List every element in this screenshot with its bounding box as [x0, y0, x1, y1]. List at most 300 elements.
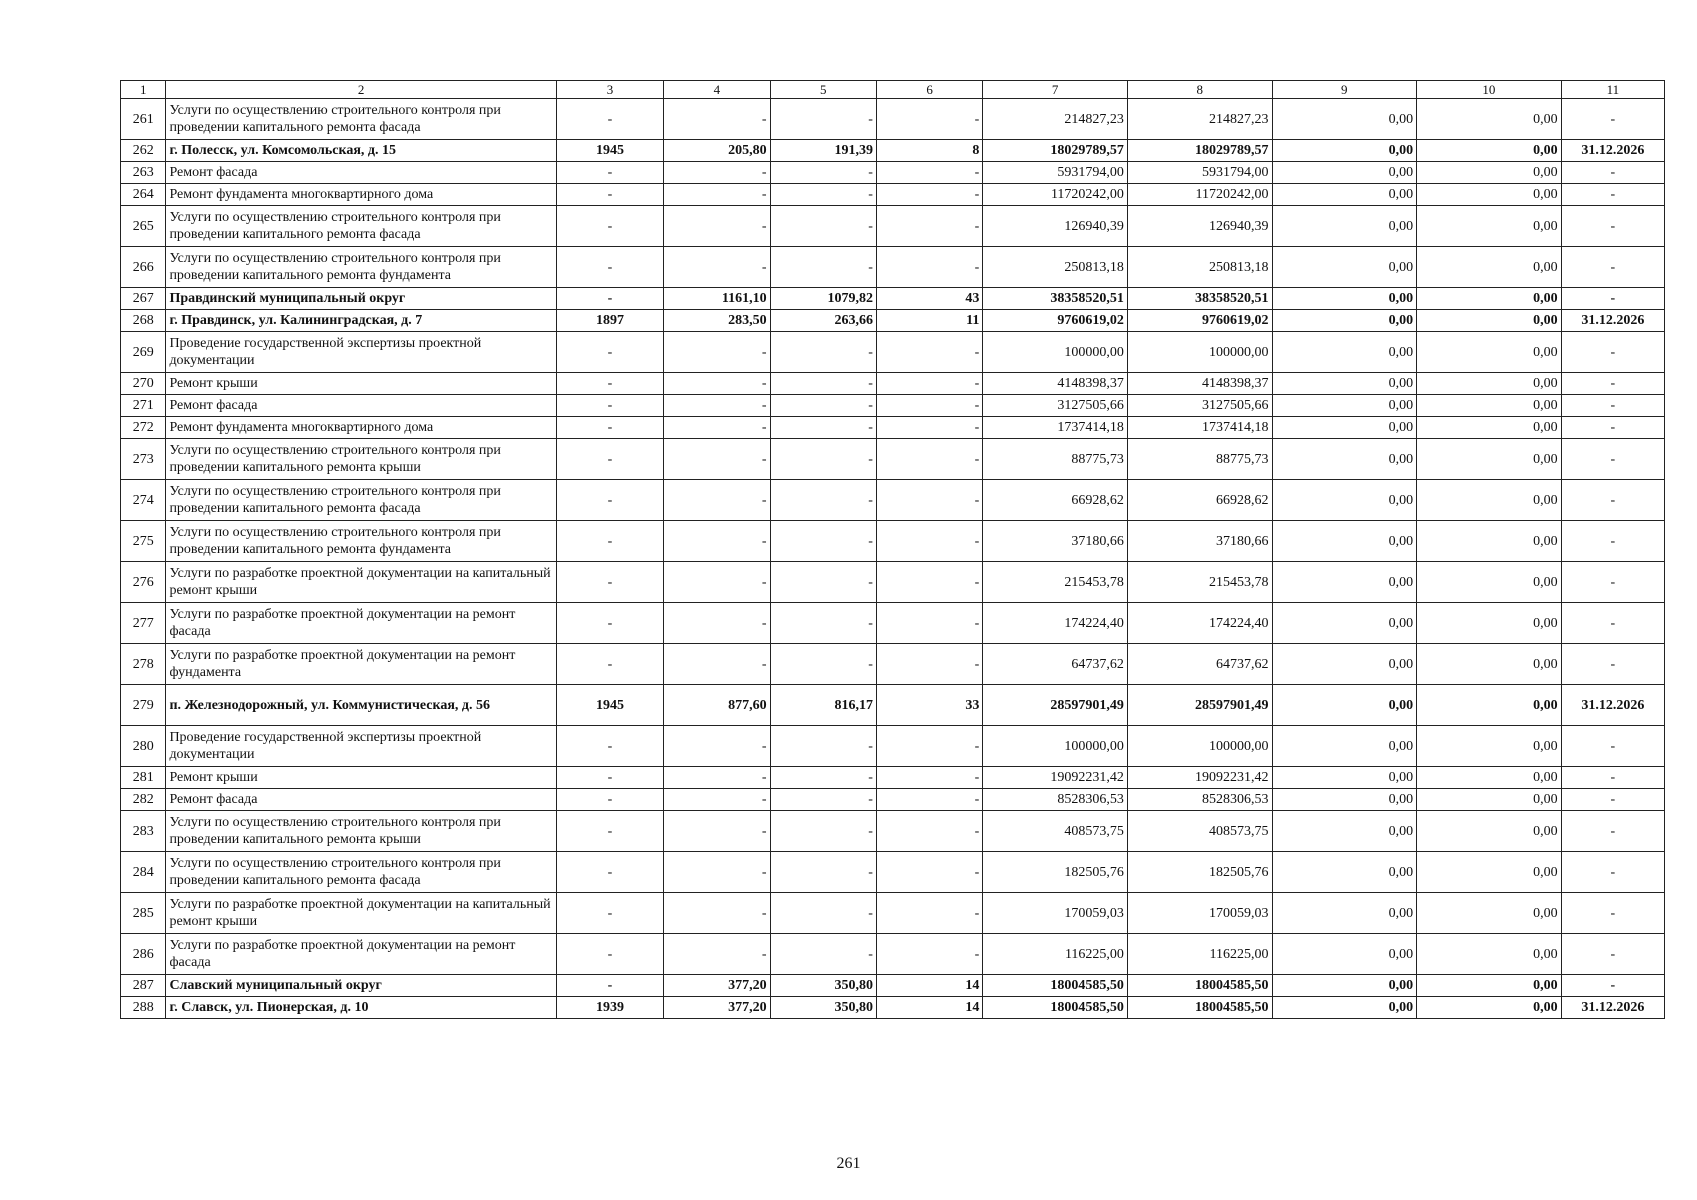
work-name-cell: Услуги по разработке проектной документации на капитальный ремонт крыши [166, 893, 556, 934]
total-cost-cell: 28597901,49 [983, 685, 1128, 726]
budget-cost-cell: 0,00 [1272, 288, 1417, 310]
total-area-cell: - [664, 934, 770, 975]
deadline-cell: - [1561, 247, 1664, 288]
total-area-cell: 377,20 [664, 997, 770, 1019]
work-name-cell: Ремонт фундамента многоквартирного дома [166, 417, 556, 439]
table-row [121, 140, 1665, 162]
deadline-cell: - [1561, 644, 1664, 685]
table-row [121, 439, 1665, 480]
work-name-cell: п. Железнодорожный, ул. Коммунистическая, д. 56 [166, 685, 556, 726]
budget-cost-cell: 0,00 [1272, 644, 1417, 685]
work-name-cell: Услуги по осуществлению строительного контроля при проведении капитального ремонта фундамента [166, 247, 556, 288]
row-number-cell: 269 [121, 332, 166, 373]
budget-cost-cell: 0,00 [1272, 975, 1417, 997]
living-area-cell: 816,17 [770, 685, 876, 726]
total-cost-cell: 5931794,00 [983, 162, 1128, 184]
budget-cost-cell: 0,00 [1272, 726, 1417, 767]
budget-cost-cell: 0,00 [1272, 789, 1417, 811]
row-number-cell: 277 [121, 603, 166, 644]
budget-cost-cell: 0,00 [1272, 521, 1417, 562]
owner-cost-cell: 0,00 [1417, 852, 1562, 893]
living-area-cell: - [770, 726, 876, 767]
table-row [121, 310, 1665, 332]
table-row [121, 811, 1665, 852]
column-header-2: 2 [166, 81, 556, 99]
year-cell: - [556, 893, 663, 934]
budget-cost-cell: 0,00 [1272, 603, 1417, 644]
column-header-9: 9 [1272, 81, 1417, 99]
deadline-cell: - [1561, 206, 1664, 247]
residents-cell: - [876, 247, 982, 288]
total-area-cell: - [664, 644, 770, 685]
year-cell: - [556, 975, 663, 997]
owner-cost-cell: 0,00 [1417, 603, 1562, 644]
fund-cost-cell: 116225,00 [1127, 934, 1272, 975]
table-body [121, 81, 1665, 1019]
total-cost-cell: 100000,00 [983, 726, 1128, 767]
year-cell: - [556, 726, 663, 767]
table-row [121, 247, 1665, 288]
total-area-cell: - [664, 852, 770, 893]
work-name-cell: Услуги по осуществлению строительного контроля при проведении капитального ремонта фундамента [166, 521, 556, 562]
total-area-cell: - [664, 562, 770, 603]
living-area-cell: - [770, 395, 876, 417]
year-cell: 1939 [556, 997, 663, 1019]
column-header-3: 3 [556, 81, 663, 99]
total-area-cell: - [664, 162, 770, 184]
row-number-cell: 273 [121, 439, 166, 480]
residents-cell: - [876, 480, 982, 521]
total-area-cell: - [664, 893, 770, 934]
total-area-cell: - [664, 726, 770, 767]
fund-cost-cell: 174224,40 [1127, 603, 1272, 644]
year-cell: 1945 [556, 140, 663, 162]
fund-cost-cell: 126940,39 [1127, 206, 1272, 247]
total-area-cell: - [664, 789, 770, 811]
year-cell: - [556, 811, 663, 852]
residents-cell: - [876, 162, 982, 184]
fund-cost-cell: 4148398,37 [1127, 373, 1272, 395]
budget-cost-cell: 0,00 [1272, 184, 1417, 206]
work-name-cell: Услуги по осуществлению строительного контроля при проведении капитального ремонта фасада [166, 480, 556, 521]
total-cost-cell: 408573,75 [983, 811, 1128, 852]
total-area-cell: - [664, 247, 770, 288]
row-number-cell: 279 [121, 685, 166, 726]
year-cell: - [556, 934, 663, 975]
year-cell: - [556, 644, 663, 685]
living-area-cell: - [770, 247, 876, 288]
living-area-cell: - [770, 767, 876, 789]
total-cost-cell: 9760619,02 [983, 310, 1128, 332]
fund-cost-cell: 18004585,50 [1127, 975, 1272, 997]
deadline-cell: - [1561, 767, 1664, 789]
total-cost-cell: 88775,73 [983, 439, 1128, 480]
work-name-cell: Услуги по осуществлению строительного контроля при проведении капитального ремонта фасада [166, 206, 556, 247]
row-number-cell: 278 [121, 644, 166, 685]
row-number-cell: 283 [121, 811, 166, 852]
row-number-cell: 285 [121, 893, 166, 934]
fund-cost-cell: 250813,18 [1127, 247, 1272, 288]
year-cell: - [556, 288, 663, 310]
fund-cost-cell: 408573,75 [1127, 811, 1272, 852]
living-area-cell: 350,80 [770, 975, 876, 997]
residents-cell: - [876, 726, 982, 767]
residents-cell: - [876, 852, 982, 893]
owner-cost-cell: 0,00 [1417, 140, 1562, 162]
owner-cost-cell: 0,00 [1417, 893, 1562, 934]
deadline-cell: - [1561, 439, 1664, 480]
living-area-cell: 1079,82 [770, 288, 876, 310]
total-cost-cell: 116225,00 [983, 934, 1128, 975]
budget-cost-cell: 0,00 [1272, 162, 1417, 184]
row-number-cell: 275 [121, 521, 166, 562]
work-name-cell: Услуги по осуществлению строительного контроля при проведении капитального ремонта фасада [166, 852, 556, 893]
year-cell: - [556, 480, 663, 521]
column-header-5: 5 [770, 81, 876, 99]
living-area-cell: - [770, 439, 876, 480]
table-row [121, 767, 1665, 789]
work-name-cell: г. Полесск, ул. Комсомольская, д. 15 [166, 140, 556, 162]
row-number-cell: 288 [121, 997, 166, 1019]
owner-cost-cell: 0,00 [1417, 685, 1562, 726]
column-header-1: 1 [121, 81, 166, 99]
fund-cost-cell: 9760619,02 [1127, 310, 1272, 332]
living-area-cell: - [770, 184, 876, 206]
total-area-cell: - [664, 373, 770, 395]
residents-cell: - [876, 893, 982, 934]
table-row [121, 206, 1665, 247]
work-name-cell: Проведение государственной экспертизы проектной документации [166, 332, 556, 373]
deadline-cell: - [1561, 852, 1664, 893]
owner-cost-cell: 0,00 [1417, 247, 1562, 288]
total-cost-cell: 214827,23 [983, 99, 1128, 140]
owner-cost-cell: 0,00 [1417, 373, 1562, 395]
column-header-8: 8 [1127, 81, 1272, 99]
residents-cell: - [876, 811, 982, 852]
row-number-cell: 271 [121, 395, 166, 417]
work-name-cell: Ремонт фасада [166, 789, 556, 811]
owner-cost-cell: 0,00 [1417, 521, 1562, 562]
owner-cost-cell: 0,00 [1417, 288, 1562, 310]
deadline-cell: 31.12.2026 [1561, 140, 1664, 162]
year-cell: - [556, 373, 663, 395]
total-area-cell: - [664, 99, 770, 140]
residents-cell: - [876, 439, 982, 480]
budget-cost-cell: 0,00 [1272, 767, 1417, 789]
total-area-cell: - [664, 811, 770, 852]
budget-cost-cell: 0,00 [1272, 685, 1417, 726]
row-number-cell: 284 [121, 852, 166, 893]
year-cell: - [556, 603, 663, 644]
table-row [121, 99, 1665, 140]
living-area-cell: - [770, 162, 876, 184]
table-row [121, 373, 1665, 395]
residents-cell: - [876, 332, 982, 373]
living-area-cell: - [770, 811, 876, 852]
residents-cell: - [876, 603, 982, 644]
residents-cell: 33 [876, 685, 982, 726]
budget-cost-cell: 0,00 [1272, 852, 1417, 893]
residents-cell: - [876, 395, 982, 417]
year-cell: - [556, 184, 663, 206]
total-cost-cell: 126940,39 [983, 206, 1128, 247]
owner-cost-cell: 0,00 [1417, 480, 1562, 521]
fund-cost-cell: 170059,03 [1127, 893, 1272, 934]
owner-cost-cell: 0,00 [1417, 310, 1562, 332]
fund-cost-cell: 11720242,00 [1127, 184, 1272, 206]
work-name-cell: Услуги по разработке проектной документации на ремонт фасада [166, 603, 556, 644]
fund-cost-cell: 214827,23 [1127, 99, 1272, 140]
total-area-cell: - [664, 767, 770, 789]
owner-cost-cell: 0,00 [1417, 395, 1562, 417]
deadline-cell: - [1561, 373, 1664, 395]
living-area-cell: - [770, 99, 876, 140]
total-area-cell: 283,50 [664, 310, 770, 332]
total-cost-cell: 174224,40 [983, 603, 1128, 644]
budget-cost-cell: 0,00 [1272, 140, 1417, 162]
living-area-cell: - [770, 417, 876, 439]
living-area-cell: 191,39 [770, 140, 876, 162]
total-cost-cell: 250813,18 [983, 247, 1128, 288]
work-name-cell: Ремонт фундамента многоквартирного дома [166, 184, 556, 206]
living-area-cell: - [770, 332, 876, 373]
living-area-cell: - [770, 206, 876, 247]
residents-cell: - [876, 184, 982, 206]
fund-cost-cell: 100000,00 [1127, 332, 1272, 373]
residents-cell: - [876, 767, 982, 789]
fund-cost-cell: 5931794,00 [1127, 162, 1272, 184]
row-number-cell: 267 [121, 288, 166, 310]
year-cell: - [556, 247, 663, 288]
deadline-cell: 31.12.2026 [1561, 310, 1664, 332]
budget-cost-cell: 0,00 [1272, 417, 1417, 439]
deadline-cell: - [1561, 162, 1664, 184]
work-name-cell: Услуги по разработке проектной документации на капитальный ремонт крыши [166, 562, 556, 603]
living-area-cell: - [770, 789, 876, 811]
total-area-cell: 205,80 [664, 140, 770, 162]
row-number-cell: 261 [121, 99, 166, 140]
table-row [121, 521, 1665, 562]
year-cell: - [556, 99, 663, 140]
total-cost-cell: 100000,00 [983, 332, 1128, 373]
fund-cost-cell: 18004585,50 [1127, 997, 1272, 1019]
total-area-cell: - [664, 417, 770, 439]
owner-cost-cell: 0,00 [1417, 767, 1562, 789]
year-cell: - [556, 417, 663, 439]
deadline-cell: - [1561, 184, 1664, 206]
row-number-cell: 280 [121, 726, 166, 767]
total-cost-cell: 11720242,00 [983, 184, 1128, 206]
deadline-cell: 31.12.2026 [1561, 997, 1664, 1019]
living-area-cell: - [770, 521, 876, 562]
deadline-cell: - [1561, 288, 1664, 310]
fund-cost-cell: 66928,62 [1127, 480, 1272, 521]
total-cost-cell: 38358520,51 [983, 288, 1128, 310]
total-cost-cell: 4148398,37 [983, 373, 1128, 395]
residents-cell: 8 [876, 140, 982, 162]
fund-cost-cell: 37180,66 [1127, 521, 1272, 562]
owner-cost-cell: 0,00 [1417, 934, 1562, 975]
budget-cost-cell: 0,00 [1272, 373, 1417, 395]
work-name-cell: Славский муниципальный округ [166, 975, 556, 997]
total-cost-cell: 64737,62 [983, 644, 1128, 685]
total-cost-cell: 19092231,42 [983, 767, 1128, 789]
deadline-cell: - [1561, 417, 1664, 439]
total-area-cell: 877,60 [664, 685, 770, 726]
owner-cost-cell: 0,00 [1417, 332, 1562, 373]
owner-cost-cell: 0,00 [1417, 644, 1562, 685]
deadline-cell: - [1561, 975, 1664, 997]
residents-cell: 14 [876, 997, 982, 1019]
budget-cost-cell: 0,00 [1272, 439, 1417, 480]
column-header-10: 10 [1417, 81, 1562, 99]
total-cost-cell: 37180,66 [983, 521, 1128, 562]
total-area-cell: - [664, 332, 770, 373]
budget-cost-cell: 0,00 [1272, 99, 1417, 140]
column-header-11: 11 [1561, 81, 1664, 99]
fund-cost-cell: 28597901,49 [1127, 685, 1272, 726]
work-name-cell: Услуги по осуществлению строительного контроля при проведении капитального ремонта крыши [166, 439, 556, 480]
fund-cost-cell: 38358520,51 [1127, 288, 1272, 310]
total-cost-cell: 8528306,53 [983, 789, 1128, 811]
budget-cost-cell: 0,00 [1272, 332, 1417, 373]
table-row [121, 852, 1665, 893]
owner-cost-cell: 0,00 [1417, 789, 1562, 811]
table-row [121, 726, 1665, 767]
total-area-cell: - [664, 395, 770, 417]
living-area-cell: - [770, 373, 876, 395]
total-area-cell: - [664, 480, 770, 521]
deadline-cell: - [1561, 99, 1664, 140]
table-row [121, 975, 1665, 997]
deadline-cell: - [1561, 726, 1664, 767]
table-row [121, 603, 1665, 644]
total-area-cell: 377,20 [664, 975, 770, 997]
residents-cell: - [876, 562, 982, 603]
budget-table [120, 80, 1665, 1019]
row-number-cell: 264 [121, 184, 166, 206]
total-area-cell: - [664, 521, 770, 562]
budget-cost-cell: 0,00 [1272, 310, 1417, 332]
owner-cost-cell: 0,00 [1417, 439, 1562, 480]
budget-cost-cell: 0,00 [1272, 893, 1417, 934]
row-number-cell: 266 [121, 247, 166, 288]
year-cell: - [556, 206, 663, 247]
deadline-cell: 31.12.2026 [1561, 685, 1664, 726]
year-cell: - [556, 852, 663, 893]
work-name-cell: Услуги по разработке проектной документации на ремонт фасада [166, 934, 556, 975]
work-name-cell: г. Славск, ул. Пионерская, д. 10 [166, 997, 556, 1019]
owner-cost-cell: 0,00 [1417, 184, 1562, 206]
total-area-cell: 1161,10 [664, 288, 770, 310]
residents-cell: - [876, 644, 982, 685]
budget-cost-cell: 0,00 [1272, 206, 1417, 247]
owner-cost-cell: 0,00 [1417, 811, 1562, 852]
total-cost-cell: 3127505,66 [983, 395, 1128, 417]
row-number-cell: 268 [121, 310, 166, 332]
row-number-cell: 262 [121, 140, 166, 162]
work-name-cell: Ремонт фасада [166, 162, 556, 184]
year-cell: - [556, 521, 663, 562]
fund-cost-cell: 182505,76 [1127, 852, 1272, 893]
row-number-cell: 287 [121, 975, 166, 997]
column-header-7: 7 [983, 81, 1128, 99]
work-name-cell: Ремонт фасада [166, 395, 556, 417]
owner-cost-cell: 0,00 [1417, 417, 1562, 439]
total-cost-cell: 215453,78 [983, 562, 1128, 603]
fund-cost-cell: 18029789,57 [1127, 140, 1272, 162]
row-number-cell: 270 [121, 373, 166, 395]
row-number-cell: 263 [121, 162, 166, 184]
owner-cost-cell: 0,00 [1417, 562, 1562, 603]
table-row [121, 184, 1665, 206]
page-number: 261 [836, 1155, 861, 1172]
deadline-cell: - [1561, 789, 1664, 811]
row-number-cell: 272 [121, 417, 166, 439]
total-cost-cell: 18004585,50 [983, 997, 1128, 1019]
living-area-cell: - [770, 603, 876, 644]
fund-cost-cell: 100000,00 [1127, 726, 1272, 767]
year-cell: - [556, 439, 663, 480]
living-area-cell: - [770, 562, 876, 603]
living-area-cell: - [770, 852, 876, 893]
living-area-cell: 263,66 [770, 310, 876, 332]
work-name-cell: Проведение государственной экспертизы проектной документации [166, 726, 556, 767]
budget-cost-cell: 0,00 [1272, 562, 1417, 603]
budget-cost-cell: 0,00 [1272, 395, 1417, 417]
table-row [121, 480, 1665, 521]
row-number-cell: 286 [121, 934, 166, 975]
total-area-cell: - [664, 603, 770, 644]
work-name-cell: Услуги по осуществлению строительного контроля при проведении капитального ремонта крыши [166, 811, 556, 852]
residents-cell: - [876, 417, 982, 439]
residents-cell: - [876, 789, 982, 811]
living-area-cell: - [770, 644, 876, 685]
total-area-cell: - [664, 439, 770, 480]
total-cost-cell: 18004585,50 [983, 975, 1128, 997]
work-name-cell: Правдинский муниципальный округ [166, 288, 556, 310]
total-cost-cell: 1737414,18 [983, 417, 1128, 439]
table-row [121, 288, 1665, 310]
residents-cell: - [876, 99, 982, 140]
budget-cost-cell: 0,00 [1272, 997, 1417, 1019]
table-row [121, 644, 1665, 685]
total-area-cell: - [664, 206, 770, 247]
owner-cost-cell: 0,00 [1417, 206, 1562, 247]
living-area-cell: - [770, 893, 876, 934]
table-row [121, 332, 1665, 373]
fund-cost-cell: 215453,78 [1127, 562, 1272, 603]
deadline-cell: - [1561, 934, 1664, 975]
deadline-cell: - [1561, 395, 1664, 417]
fund-cost-cell: 3127505,66 [1127, 395, 1272, 417]
year-cell: - [556, 767, 663, 789]
owner-cost-cell: 0,00 [1417, 99, 1562, 140]
living-area-cell: - [770, 934, 876, 975]
table-row [121, 417, 1665, 439]
column-number-header-row [121, 81, 1665, 99]
table-row [121, 997, 1665, 1019]
column-header-4: 4 [664, 81, 770, 99]
living-area-cell: - [770, 480, 876, 521]
fund-cost-cell: 1737414,18 [1127, 417, 1272, 439]
work-name-cell: Услуги по осуществлению строительного контроля при проведении капитального ремонта фасада [166, 99, 556, 140]
total-cost-cell: 18029789,57 [983, 140, 1128, 162]
work-name-cell: г. Правдинск, ул. Калининградская, д. 7 [166, 310, 556, 332]
deadline-cell: - [1561, 603, 1664, 644]
row-number-cell: 281 [121, 767, 166, 789]
total-cost-cell: 182505,76 [983, 852, 1128, 893]
